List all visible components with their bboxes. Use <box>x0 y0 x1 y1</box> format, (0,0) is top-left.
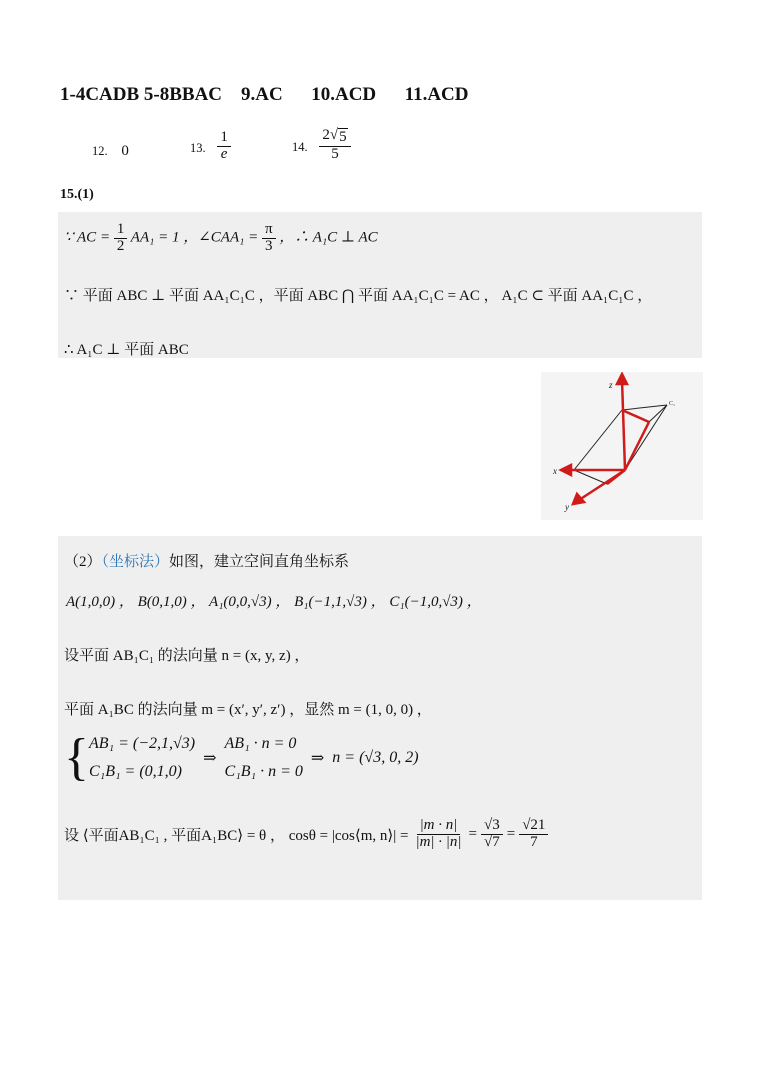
q12-label: 12. <box>92 144 108 158</box>
z-axis <box>622 380 625 470</box>
q13-answer <box>190 130 231 163</box>
y-axis-arrow <box>573 494 584 504</box>
q13-label: 13. <box>190 140 206 155</box>
a1b1-red <box>622 410 649 422</box>
part1-line2: ∵ 平面 ABC ⊥ 平面 AA₁C₁C ，平面 ABC ⋂ 平面 AA₁C₁C = AC ， A₁C ⊂ 平面 AA₁C₁C ， <box>64 288 653 304</box>
q15-label: 15.(1) <box>60 187 94 202</box>
system-rows <box>89 735 195 781</box>
edge-base-2 <box>574 470 607 484</box>
multiple-choice-answers: 1-4CADB 5-8BBAC 9.AC 10.ACD 11.ACD <box>60 84 469 105</box>
coordinate-figure <box>541 372 703 520</box>
q14-label: 14. <box>292 139 308 154</box>
cos-fraction-1: $\frac{|m \cdot n|}{|m| \cdot |n|}$ <box>415 817 462 850</box>
normal-n-result: n = (√3, 0, 2) <box>332 749 419 766</box>
c1-label: C₁ <box>669 401 676 407</box>
cb1-red <box>625 422 649 470</box>
q13-fraction: $\frac{1}{e}$ <box>217 130 231 163</box>
q12-value: 0 <box>121 143 129 159</box>
cos-fraction-3: $\frac{√21}{7}$ <box>519 818 548 851</box>
z-label: z <box>609 380 613 390</box>
part2-heading: （2）（坐标法）如图，建立空间直角坐标系 <box>64 554 350 570</box>
dot-row-1: AB₁ · n = 0 <box>224 735 297 752</box>
x-axis-arrow <box>561 465 571 475</box>
cos-fraction-2: $\frac{√3}{√7}$ <box>481 818 503 851</box>
angle-lead: 设 ⟨平面AB₁C₁ , 平面A₁BC⟩ = θ ， cosθ = |cos⟨m, n⟩| = <box>64 827 409 844</box>
normal-n-line: 设平面 AB₁C₁ 的法向量 n = (x, y, z) ， <box>64 648 310 664</box>
part1-line3: ∴ A₁C ⊥ 平面 ABC <box>64 342 189 358</box>
system-row-2: C₁B₁ = (0,1,0) <box>88 763 182 780</box>
q14-answer <box>292 128 351 163</box>
part1-line1: ∵ AC = $\frac{1}{2}$ AA₁ = 1 ，∠CAA₁ = $\frac{\pi}{3}$ ，∴ A₁C ⊥ AC <box>64 221 378 254</box>
x-label: x <box>553 466 557 476</box>
part2-box <box>58 536 702 900</box>
method-label: （坐标法） <box>101 554 170 570</box>
angle-cosine-line: 设 ⟨平面AB₁C₁ , 平面A₁BC⟩ = θ ， cosθ = |cos⟨m, n⟩| = $\frac{|m \cdot n|}{|m| \cdot |n|}$ = $\frac{√3}{√7}$ = $\frac{√21}{7}$ <box>64 818 552 851</box>
edge-a1-c1 <box>622 405 667 410</box>
axes <box>561 374 649 504</box>
ca-edge-red <box>607 470 625 484</box>
left-brace: { <box>64 729 89 786</box>
point-coordinates: A(1,0,0) ， B(0,1,0) ， A₁(0,0,√3) ， B₁(−1,1,√3) ， C₁(−1,0,√3) ， <box>66 594 482 610</box>
implies-2: ⇒ <box>310 750 325 767</box>
prism-diagram <box>541 372 703 520</box>
edge-a1-b <box>574 410 622 470</box>
q14-fraction: 2√ 5 5 <box>319 128 350 163</box>
z-axis-arrow <box>617 374 627 384</box>
equation-system <box>64 729 419 786</box>
system-row-1: AB₁ = (−2,1,√3) <box>88 735 196 752</box>
part1-box <box>58 212 702 358</box>
dot-product-rows <box>225 735 303 781</box>
q12-answer <box>92 143 129 160</box>
dot-row-2: C₁B₁ · n = 0 <box>224 763 303 780</box>
y-label: y <box>565 502 569 512</box>
normal-m-line: 平面 A₁BC 的法向量 m = (x′, y′, z′) ，显然 m = (1, 0, 0) ， <box>64 702 432 718</box>
implies-1: ⇒ <box>203 750 217 767</box>
